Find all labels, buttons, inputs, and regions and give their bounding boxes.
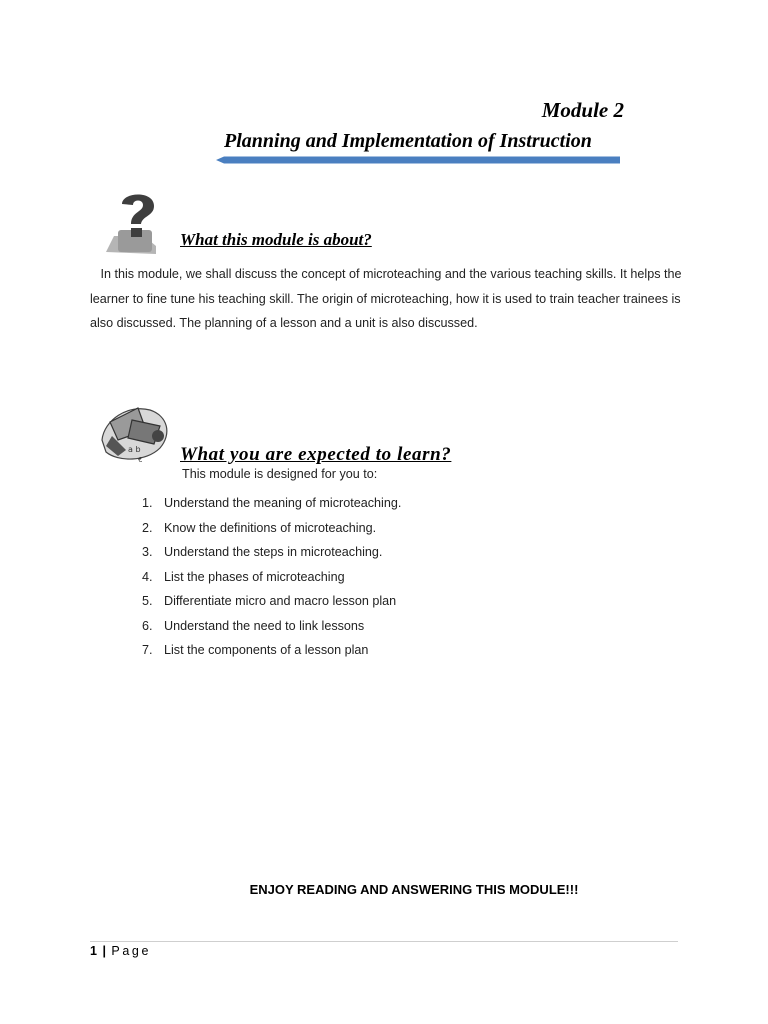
list-item: 7. List the components of a lesson plan bbox=[142, 643, 369, 657]
about-heading: What this module is about? bbox=[180, 230, 372, 249]
list-item: 6. Understand the need to link lessons bbox=[142, 618, 365, 633]
tools-icon bbox=[98, 400, 172, 464]
expected-heading: What you are expected to learn? bbox=[180, 444, 452, 465]
module-title: Planning and Implementation of Instruction bbox=[224, 130, 592, 152]
page-number: 1 bbox=[90, 944, 97, 958]
footer-divider bbox=[90, 941, 678, 942]
expected-intro: This module is designed for you to: bbox=[182, 467, 378, 481]
list-item: 1. Understand the meaning of microteaching. bbox=[142, 496, 402, 510]
question-mark-icon bbox=[104, 190, 166, 256]
list-item: 5. Differentiate micro and macro lesson plan bbox=[142, 594, 397, 608]
about-paragraph: In this module, we shall discuss the concept of microteaching and the various teaching skills. It helps the learner to fine tune his teaching skill. The origin of microteaching, how it is used to train teacher trainees is also discussed. The planning of a lesson and a unit is also discussed. bbox=[90, 267, 682, 330]
svg-text:a b: a b bbox=[128, 445, 141, 454]
list-item: 4. List the phases of microteaching bbox=[142, 569, 345, 584]
list-item: 3. Understand the steps in microteaching. bbox=[142, 545, 383, 559]
module-number: Module 2 bbox=[541, 98, 624, 122]
title-underline-arrow bbox=[216, 155, 620, 165]
objectives-list bbox=[142, 492, 401, 664]
closing-message: ENJOY READING AND ANSWERING THIS MODULE!!! bbox=[249, 882, 579, 897]
footer-separator: | bbox=[102, 944, 106, 958]
svg-text:€: € bbox=[138, 456, 143, 464]
page-footer bbox=[90, 944, 151, 958]
page-label: Page bbox=[111, 944, 152, 958]
list-item: 2. Know the definitions of microteaching. bbox=[142, 520, 377, 535]
